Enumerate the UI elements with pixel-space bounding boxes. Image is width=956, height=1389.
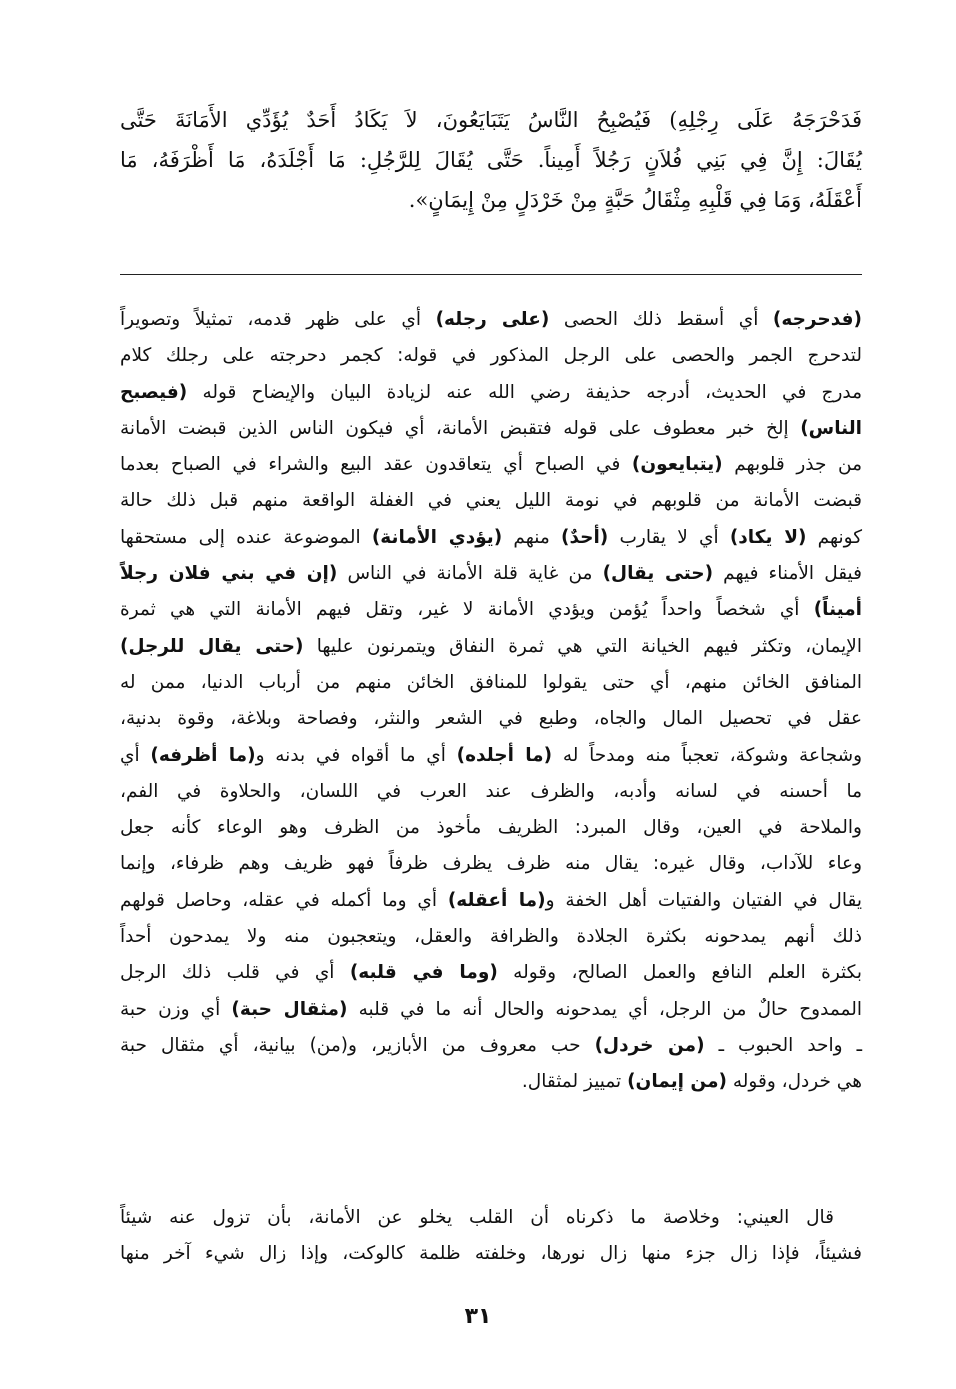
text-line: [120, 411, 862, 447]
text-segment: وعاء للآداب، وقال غيره: يقال منه ظرف يظرف ظرفاً فهو ظريف وهم ظرفاء، وإنما: [120, 853, 862, 875]
bold-quoted-phrase: (من خردل): [594, 1034, 705, 1056]
text-segment: فيقل الأمناء فيهم: [713, 563, 862, 585]
text-segment: الموضوعة عنده إلى مستحقها: [120, 526, 372, 548]
text-segment: بكثرة العلم النافع والعمل الصالح، وقوله: [497, 962, 862, 984]
text-segment: والملاحة في العين، وقال المبرد: الظريف مأخوذ من الظرف وهو الوعاء كأنه جعل: [120, 817, 862, 839]
text-segment: المنافق الخائن منهم، أي حتى يقولوا للمنافق الخائن منهم من أرباب الدنيا، ممن له: [120, 671, 862, 693]
text-segment: إلخ خبر معطوف على قوله فتقبض الأمانة، أي فيكون الناس الذين قبضت الأمانة: [120, 417, 801, 439]
bold-quoted-phrase: (يتبايعون): [631, 454, 723, 476]
hadith-text: [120, 100, 862, 220]
text-line: [120, 992, 862, 1028]
page-number: ٣١: [464, 1304, 492, 1329]
text-line: [120, 955, 862, 991]
bold-quoted-phrase: (فدحرجه): [772, 309, 862, 330]
text-line: [120, 1200, 862, 1236]
text-segment: أي وما أكمله في عقله، وحاصل قولهم: [120, 889, 448, 911]
text-line: [120, 883, 862, 919]
bold-quoted-phrase: (يؤدي الأمانة): [371, 526, 503, 548]
bold-quoted-phrase: الناس): [800, 417, 862, 439]
text-segment: ـ واحد الحبوب ـ: [704, 1034, 863, 1056]
bold-quoted-phrase: (حتى يقال): [602, 563, 714, 585]
text-segment: أي على ظهر قدمه، تمثيلاً وتصويراً: [120, 309, 436, 330]
text-line: [120, 919, 862, 955]
text-line: [120, 701, 862, 737]
bold-quoted-phrase: (ما أجلده): [456, 744, 553, 766]
text-segment: يُقَالَ: إِنَّ فِي بَنِي فُلاَنٍ رَجُلاً أَمِيناً. حَتَّى يُقَالَ لِلرَّجُلِ: مَا أَجْلَدَهُ، مَا أَظْرَفَهُ، مَا: [120, 148, 862, 172]
bold-quoted-phrase: (لا يكاد): [729, 526, 807, 548]
text-segment: فشيئاً، فإذا زال جزء منها زال نورها، وخلفته ظلمة كالوكت، وإذا زال شيء آخر منها: [120, 1243, 862, 1265]
bold-quoted-phrase: (حتى يقال للرجل): [120, 635, 304, 657]
text-segment: يقال في الفتيان والفتيات أهل الخفة و: [545, 889, 862, 911]
text-segment: مدرج في الحديث، أدرجه حذيفة رضي الله عنه لزيادة البيان والإيضاح قوله: [187, 381, 862, 403]
bold-quoted-phrase: (إن في بني فلان رجلاً: [120, 563, 338, 585]
bold-quoted-phrase: (ما أظرفه): [150, 744, 256, 766]
bold-quoted-phrase: (وما في قلبه): [349, 962, 498, 984]
text-line: [120, 629, 862, 665]
text-line: [120, 483, 862, 519]
text-line: [120, 1236, 862, 1272]
text-segment: أي وزن حبة: [120, 998, 232, 1020]
text-segment: من غاية قلة الأمانة في الناس: [337, 563, 603, 585]
text-line: [120, 520, 862, 556]
text-line: [120, 774, 862, 810]
text-line: [120, 100, 862, 140]
bold-quoted-phrase: (ما أعقله): [447, 889, 546, 911]
text-segment: لتدحرج الجمر والحصى على الرجل المذكور في قوله: كجمر دحرجته على رجلك كلام: [120, 345, 862, 367]
bold-quoted-phrase: (مثقال حبة): [231, 998, 348, 1020]
text-line: [120, 665, 862, 701]
text-segment: ما أحسنه في لسانه وأدبه، والظرف عند العرب في اللسان، والحلاوة في الفم،: [120, 780, 862, 802]
closing-paragraph: [120, 1200, 862, 1273]
text-segment: فَدَحْرَجَهُ عَلَى رِجْلِهِ) فَيُصْبِحُ النَّاسُ يَتَبَايَعُونَ، لاَ يَكَادُ أَحَدٌ يُؤَدِّي الأَمَانَةَ حَتَّى: [120, 108, 862, 132]
text-segment: قبضت الأمانة من قلوبهم في نومة الليل يعني في الغفلة الواقعة منهم قبل ذلك حالة: [120, 490, 862, 512]
text-segment: أي أسقط ذلك الحصى: [549, 309, 773, 330]
text-segment: قال العيني: وخلاصة ما ذكرناه أن القلب يخلو عن الأمانة، بأن تزول عنه شيئاً: [120, 1207, 834, 1228]
text-line: [120, 447, 862, 483]
bold-quoted-phrase: (فيصبح: [120, 381, 188, 403]
text-line: [120, 738, 862, 774]
text-segment: الإيمان، وتكثر فيهم الخيانة التي هي ثمرة النفاق ويتمرنون عليها: [303, 635, 862, 657]
bold-quoted-phrase: (أحدٌ): [560, 526, 609, 548]
footnote-divider: [120, 274, 862, 275]
text-segment: من جذر قلوبهم: [722, 454, 862, 476]
text-segment: أي: [120, 744, 151, 766]
text-segment: الممدوح حالٌ من الرجل، أي يمدحونه والحال أنه ما في قلبه: [347, 998, 862, 1020]
text-line: [120, 1064, 862, 1100]
text-line: [120, 592, 862, 628]
text-line: [120, 1028, 862, 1064]
text-segment: أي لا يقارب: [608, 526, 730, 548]
text-segment: أي ما أقواه في بدنه و: [255, 744, 457, 766]
text-line: [120, 302, 862, 338]
text-segment: تمييز لمثقال.: [521, 1071, 628, 1093]
text-segment: هي خردل، وقوله: [726, 1071, 862, 1093]
text-line: [120, 375, 862, 411]
text-segment: في الصباح أي يتعاقدون عقد البيع والشراء في الصباح بعدما: [120, 454, 632, 476]
text-segment: أي في قلب ذلك الرجل: [120, 962, 350, 984]
text-line: [120, 180, 862, 220]
bold-quoted-phrase: (على رجله): [435, 309, 550, 330]
text-line: [120, 556, 862, 592]
text-segment: أي شخصاً واحداً يُؤمن ويؤدي الأمانة لا غير، وتقل فيهم الأمانة التي هي ثمرة: [120, 599, 814, 621]
text-line: [120, 338, 862, 374]
text-segment: منهم: [502, 526, 561, 548]
text-segment: كونهم: [806, 526, 863, 548]
text-segment: حب معروف من الأبازير، و(من) بيانية، أي مثقال حبة: [120, 1034, 595, 1056]
bold-quoted-phrase: (من إيمان): [627, 1071, 727, 1093]
text-segment: وشجاعة وشوكة، تعجباً منه ومدحاً له: [552, 744, 862, 766]
bold-quoted-phrase: أميناً): [813, 599, 862, 621]
text-line: [120, 846, 862, 882]
text-segment: ذلك أنهم يمدحونه بكثرة الجلادة والظرافة والعقل، ويتعجبون منه ولا يمدحون أحداً: [120, 926, 862, 948]
text-segment: أَعْقَلَهُ، وَمَا فِي قَلْبِهِ مِثْقَالُ حَبَّةٍ مِنْ خَرْدَلٍ مِنْ إِيمَانٍ».: [408, 188, 862, 212]
text-line: [120, 140, 862, 180]
commentary-text: [120, 302, 862, 1101]
text-segment: عقل في تحصيل المال والجاه، وطبع في الشعر والنثر، وفصاحة وبلاغة، وقوة بدنية،: [120, 708, 862, 730]
text-line: [120, 810, 862, 846]
